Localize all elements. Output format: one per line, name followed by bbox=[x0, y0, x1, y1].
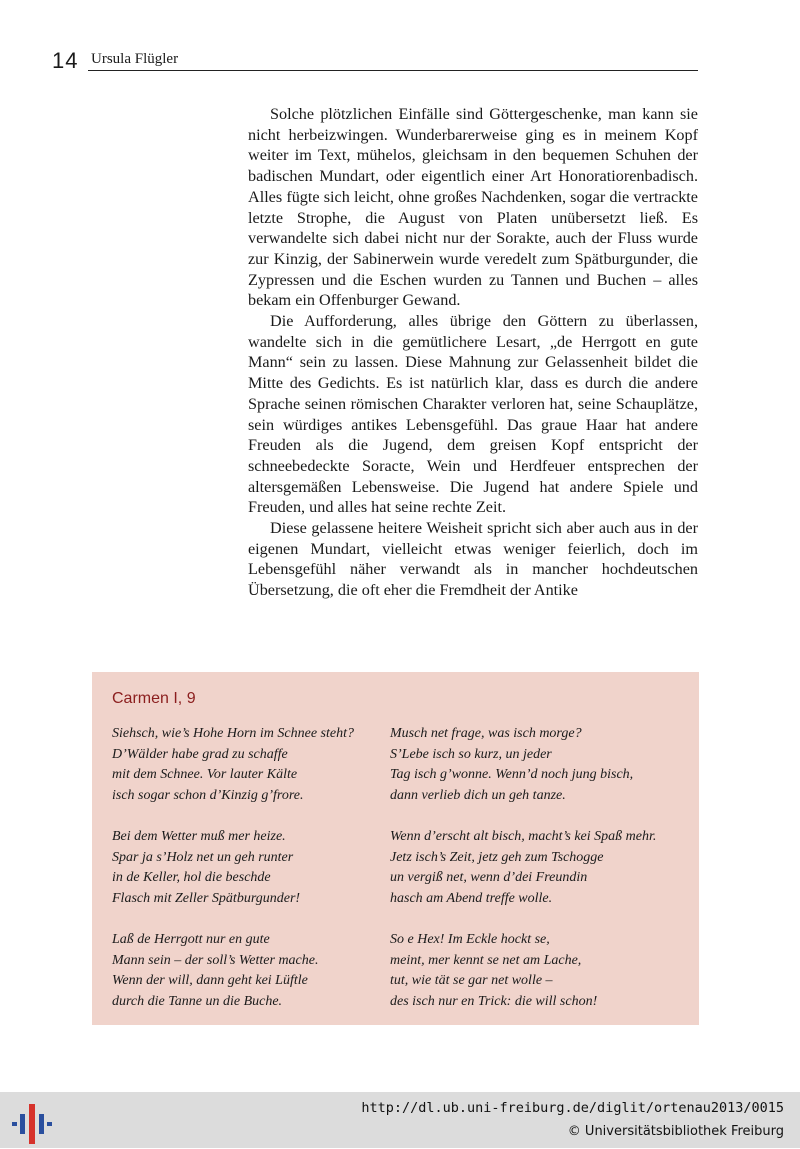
stanza bbox=[112, 724, 354, 806]
poem-title: Carmen I, 9 bbox=[112, 690, 196, 707]
poem-right-column bbox=[390, 724, 656, 1033]
verse-line: D’Wälder habe grad zu schaffe bbox=[112, 746, 288, 762]
header-rule bbox=[88, 70, 698, 71]
verse-line: in de Keller, hol die beschde bbox=[112, 870, 271, 886]
paragraph: Die Aufforderung, alles übrige den Göttern zu überlassen, wandelte sich in die gemütlichere Lesart, „de Herrgott en gute Mann“ sein zu lassen. Diese Mahnung zur Gelassenheit bildet die Mitte des Gedichts. Es ist natürlich klar, dass es durch die andere Sprache seinen römischen Charakter verloren hat, seine Schauplätze, sein würdiges antikes Lebensgefühl. Das graue Haar hat andere Freuden als die Jugend, dem greisen Kopf entspricht der schneebedeckte Soracte, Wein und Herdfeuer entsprechen der altersgemäßen Lebensweise. Die Jugend hat andere Spiele und Freuden, und alles hat seine rechte Zeit. bbox=[248, 312, 698, 517]
page-number: 14 bbox=[52, 48, 79, 73]
verse-line: Mann sein – der soll’s Wetter mache. bbox=[112, 952, 319, 968]
verse-line: Wenn d’erscht alt bisch, macht’s kei Spaß mehr. bbox=[390, 828, 657, 844]
poem-left-column bbox=[112, 724, 354, 1033]
body-text bbox=[248, 104, 698, 601]
verse-line: durch die Tanne un die Buche. bbox=[112, 993, 283, 1009]
paragraph: Solche plötzlichen Einfälle sind Göttergeschenke, man kann sie nicht herbeizwingen. Wunderbarerweise ging es in meinem Kopf weiter im Text, mühelos, gleichsam in den bequemen Schuhen der badischen Mundart, oder eigentlich einer Art Honoratiorenbadisch. Alles fügte sich leicht, ohne großes Nachdenken, sogar die vertrackte letzte Strophe, die August von Platen unübersetzt ließ. Es verwandelte sich dabei nicht nur der Soraktе, auch der Fluss wurde zur Kinzig, der Sabinerwein wurde veredelt zum Spätburgunder, die Zypressen und die Eschen wurden zu Tannen und Buchen – alles bekam ein Offenburger Gewand. bbox=[248, 105, 698, 310]
verse-line: hasch am Abend treffe wolle. bbox=[390, 890, 553, 906]
verse-line: dann verlieb dich un geh tanze. bbox=[390, 787, 566, 803]
verse-line: Tag isch g’wonne. Wenn’d noch jung bisch, bbox=[390, 767, 634, 783]
footer-url-link[interactable]: http://dl.ub.uni-freiburg.de/diglit/ortenau2013/0015 bbox=[361, 1100, 784, 1116]
verse-line: Jetz isch’s Zeit, jetz geh zum Tschogge bbox=[390, 849, 604, 865]
ub-freiburg-logo-icon[interactable] bbox=[12, 1100, 52, 1144]
verse-line: So e Hex! Im Eckle hockt se, bbox=[390, 931, 550, 947]
paragraph: Diese gelassene heitere Weisheit spricht sich aber auch aus in der eigenen Mundart, vielleicht etwas weniger feierlich, doch im Lebensgefühl näher verwandt als in mancher hochdeutschen Übersetzung, die oft eher die Fremdheit der Antike bbox=[248, 519, 698, 600]
verse-line: isch sogar schon d’Kinzig g’frore. bbox=[112, 787, 304, 803]
footer-bar bbox=[0, 1092, 800, 1148]
stanza bbox=[390, 930, 656, 1012]
verse-line: S’Lebe isch so kurz, un jeder bbox=[390, 746, 552, 762]
poem-box bbox=[92, 672, 699, 1025]
stanza bbox=[390, 724, 656, 806]
verse-line: mit dem Schnee. Vor lauter Kälte bbox=[112, 767, 298, 783]
verse-line: Musch net frage, was isch morge? bbox=[390, 726, 582, 741]
verse-line: Siehsch, wie’s Hohe Horn im Schnee steht? bbox=[112, 726, 354, 741]
stanza bbox=[390, 827, 656, 909]
verse-line: tut, wie tät se gar net wolle – bbox=[390, 973, 553, 989]
verse-line: Spar ja s’Holz net un geh runter bbox=[112, 849, 294, 865]
running-head: Ursula Flügler bbox=[91, 51, 179, 67]
verse-line: Flasch mit Zeller Spätburgunder! bbox=[112, 890, 301, 906]
stanza bbox=[112, 827, 354, 909]
footer-copyright: © Universitätsbibliothek Freiburg bbox=[567, 1124, 784, 1139]
verse-line: Laß de Herrgott nur en gute bbox=[112, 931, 270, 947]
verse-line: des isch nur en Trick: die will schon! bbox=[390, 993, 598, 1009]
verse-line: meint, mer kennt se net am Lache, bbox=[390, 952, 582, 968]
verse-line: un vergiß net, wenn d’dei Freundin bbox=[390, 870, 588, 886]
verse-line: Bei dem Wetter muß mer heize. bbox=[112, 828, 286, 844]
verse-line: Wenn der will, dann geht kei Lüftle bbox=[112, 973, 308, 989]
stanza bbox=[112, 930, 354, 1012]
